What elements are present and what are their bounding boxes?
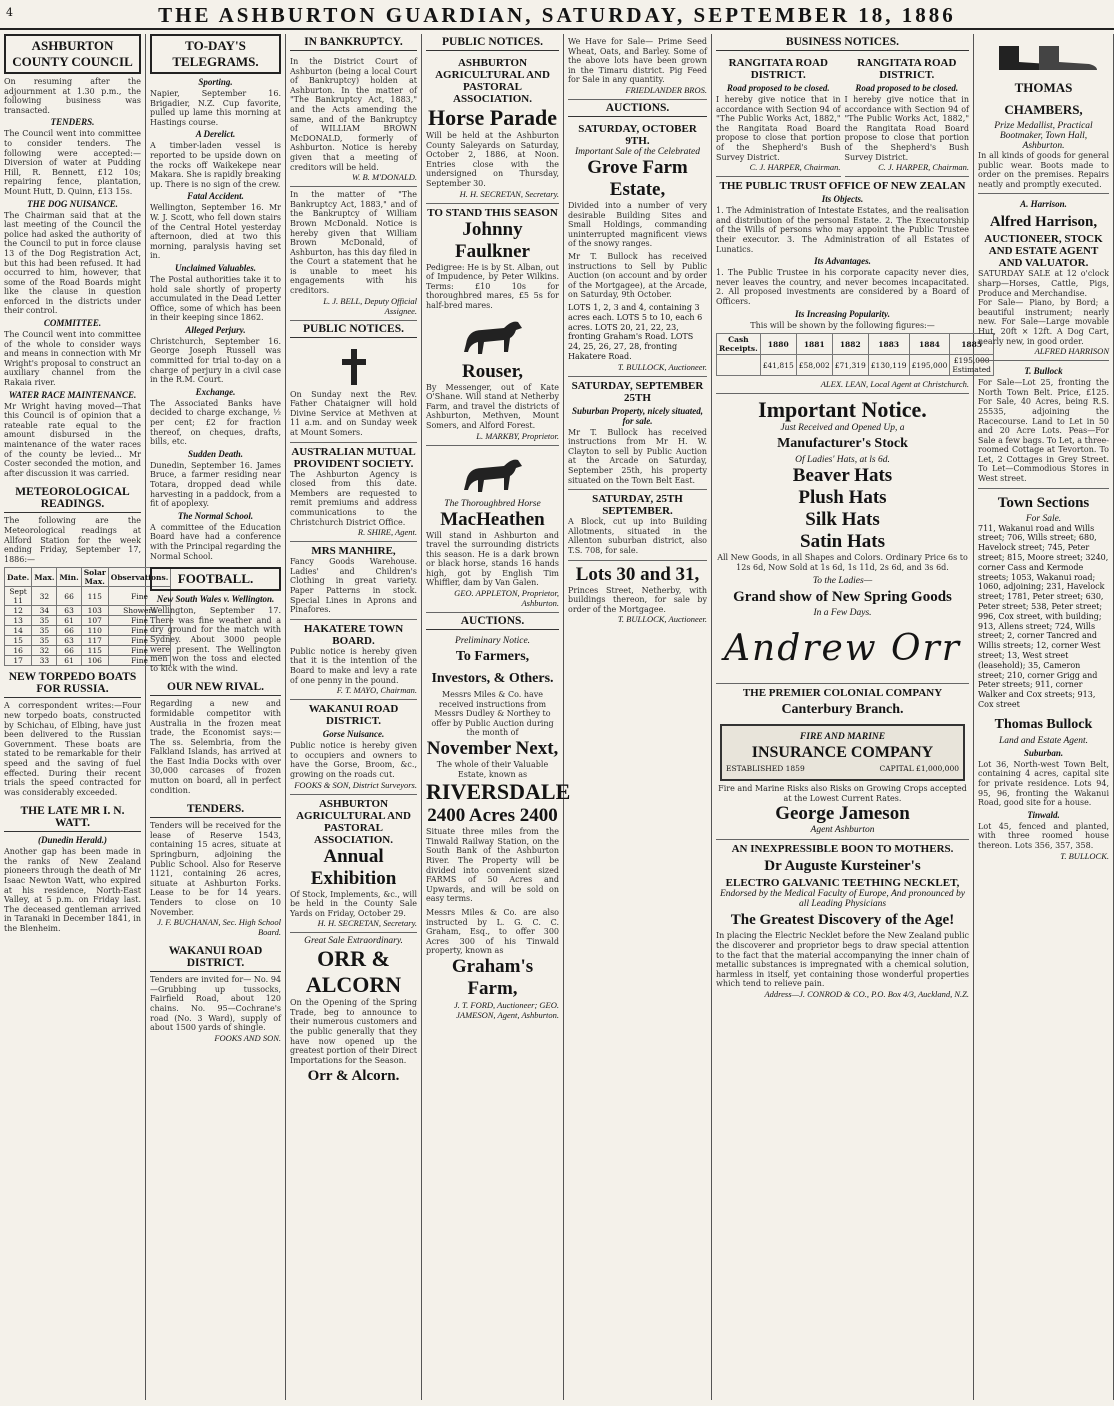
rangitata-notice-2 — [845, 54, 970, 177]
receipts-value: £130,119 — [868, 355, 909, 376]
bullock-signature: T. BULLOCK. — [1060, 850, 1109, 861]
greatest-discovery: The Greatest Discovery of the Age! — [730, 912, 955, 929]
met-cell: 34 — [32, 606, 57, 616]
parade-title: Horse Parade — [428, 105, 557, 130]
hat-beaver: Beaver Hats — [792, 465, 893, 487]
watt-text: Another gap has been made in the ranks of New Zealand pioneers through the death of Mr Isaac Newton Watt, who expired at his residence, North-East Valley, at 5 p.m. on Friday last. The deceased gentleman arrived in Taranaki in December 1841, in the Blenheim. — [4, 847, 141, 934]
bankruptcy-1-text: In the District Court of Ashburton (being a local Court of Bankruptcy) holden at Ashburton. In the matter of "The Bankruptcy Act, 1883," and the Acts amending the same, and of the Bankruptcy of WILLIAM BROWN McDONALD, formerly of Ashburton. Notice is hereby given that a meeting of creditors will be held. — [290, 57, 417, 172]
column-3 — [286, 34, 422, 1400]
orr-alcorn-ad — [290, 933, 417, 1091]
riversdale-text: Situate three miles from the Tinwald Railway Station, on the South Bank of the Ashburton River. The Property will be divided into convenient sized FARMS of 50 Acres and Upwards, and will be sold on easy terms. — [426, 827, 559, 904]
auctions-heading-2: AUCTIONS. — [568, 100, 707, 117]
football-heading: FOOTBALL. — [150, 567, 281, 591]
column-6 — [712, 34, 991, 1400]
met-cell: 12 — [5, 606, 32, 616]
dog-heading: THE DOG NUISANCE. — [27, 198, 118, 209]
receipts-header: Cash Receipts. — [717, 334, 761, 355]
met-col-header: Min. — [57, 568, 81, 587]
farmers-title: To Farmers, Investors, & Others. — [431, 649, 554, 687]
council-intro: On resuming after the adjournment at 1.30 p.m., the following business was transacted. — [4, 77, 141, 115]
andrew-orr-signature: Andrew Orr — [724, 628, 961, 670]
rangitata1-text: I hereby give notice that in accordance with Section 94 of "The Public Works Act, 1882," the Rangitata Road Board propose to close that portion of the Shepherd's Bush Survey District. — [716, 95, 841, 162]
town-sections-title: Town Sections — [997, 494, 1090, 511]
manhire-text: Fancy Goods Warehouse. Ladies' and Children's Clothing in great variety. Paper Patterns in stock. Special Lines in Aprons and Pinafores. — [290, 557, 417, 615]
allenton-text: A Block, cut up into Building Allotments, situated in the Allenton suburban district, also T.S. 708, for sale. — [568, 517, 707, 556]
receipts-header: 1885 — [950, 334, 994, 355]
manufacturers-stock: Manufacturer's Stock — [777, 436, 908, 452]
water-heading: WATER RACE MAINTENANCE. — [8, 389, 137, 400]
business-notices-heading: BUSINESS NOTICES. — [716, 34, 969, 51]
orr-text: On the Opening of the Spring Trade, beg to announce to their numerous customers and the public generally that they have now opened up the greatest portion of their Direct Importations for the Season. — [290, 998, 417, 1065]
bankruptcy-heading: IN BANKRUPTCY. — [290, 34, 417, 51]
masthead — [0, 0, 1114, 30]
bullock-heading: T. Bullock — [1024, 366, 1063, 377]
met-cell: 32 — [32, 646, 57, 656]
harrison-role: AUCTIONEER, STOCK AND ESTATE AGENT AND VALUATOR. — [984, 233, 1103, 270]
macheathen-title: MacHeathen — [440, 508, 545, 530]
hats-note: All New Goods, in all Shapes and Colors. Ordinary Price 6s to 12s 6d, Now Sold at 1s 6d, 1s 11d, 2s 6d, and 3s 6d. — [717, 553, 968, 572]
column-4 — [422, 34, 571, 1400]
exhibition-heading: ASHBURTON AGRICULTURAL AND PASTORAL ASSOCIATION. — [296, 797, 411, 846]
receipts-header: 1883 — [868, 334, 909, 355]
hakatere-heading: HAKATERE TOWN BOARD. — [303, 622, 404, 647]
derelict-text: A timber-laden vessel is reported to be upside down on the rocks off Waikekepe near Makara. She is rapidly breaking up. There is no sign of the crew. — [150, 141, 281, 189]
met-cell: 66 — [57, 587, 81, 606]
rouser-text: By Messenger, out of Kate O'Shane. Will stand at Netherby Farm, and travel the districts of Ashburton, Methven, Mount Somers, and Alford Forest. — [426, 382, 559, 430]
met-cell: Fine — [108, 587, 171, 606]
orr-sub: Great Sale Extraordinary. — [304, 936, 403, 947]
column-1 — [0, 34, 169, 1400]
chambers-ad — [978, 34, 1109, 194]
stand-heading: TO STAND THIS SEASON — [427, 206, 558, 219]
football-text: Wellington, September 17. There was fine weather and a dry ground for the match with Sydney. About 3000 people were present. The Wellington men won the toss and elected to kick with the wind. — [150, 606, 281, 673]
bankruptcy-2-signature: L. J. BELL, Deputy Official Assignee. — [323, 295, 417, 316]
valuable-text: The whole of their Valuable Estate, known as — [436, 760, 549, 779]
faulkner-title: Johnny Faulkner — [455, 218, 530, 262]
town-sections-ad — [978, 489, 1109, 865]
insurance-company-label: INSURANCE COMPANY — [751, 744, 934, 762]
met-cell: 106 — [81, 656, 108, 666]
harrison-forsale: For Sale— Piano, by Bord; a beautiful instrument; nearly new. For Sale—Large movable Hut, 20ft × 12ft. A Dog Cart, nearly new, in good order. — [978, 298, 1109, 346]
riversdale-ad — [426, 633, 571, 1024]
church-notice — [290, 341, 417, 443]
exhibition-notice — [290, 795, 417, 934]
grove-sub: Important Sale of the Celebrated — [574, 146, 701, 157]
receipts-value: £71,319 — [832, 355, 868, 376]
wakanui-signature: FOOKS AND SON. — [214, 1032, 281, 1043]
watt-heading: THE LATE MR I. N. WATT. — [4, 803, 141, 832]
graham-signature: J. T. FORD, Auctioneer; GEO. JAMESON, Agent, Ashburton. — [454, 999, 559, 1020]
hat-silk: Silk Hats — [805, 509, 880, 531]
rangitata2-signature: C. J. HARPER, Chairman. — [878, 162, 969, 173]
harrison-title: Alfred Harrison, — [989, 214, 1098, 231]
ladies-line: To the Ladies— — [812, 576, 873, 587]
met-cell: 115 — [81, 587, 108, 606]
rival-heading: OUR NEW RIVAL. — [150, 679, 281, 696]
exhibition-text: Of Stock, Implements, &c., will be held in the County Sale Yards on Friday, October 29. — [290, 889, 417, 918]
rangitata2-sub: Road proposed to be closed. — [855, 83, 959, 93]
page-number: 4 — [6, 6, 13, 19]
chambers-text: In all kinds of goods for general public wear. Boots made to order on the premises. Repairs neatly and promptly executed. — [978, 151, 1109, 189]
met-cell: 63 — [57, 636, 81, 646]
perjury-heading: Alleged Perjury. — [185, 324, 246, 335]
harrison-saturday: SATURDAY SALE at 12 o'clock sharp—Horses, Cattle, Pigs, Produce and Merchandise. — [978, 269, 1109, 298]
grove-farm-ad — [568, 120, 707, 377]
met-cell: Fine — [108, 626, 171, 636]
premier-heading: THE PREMIER COLONIAL COMPANY — [742, 687, 943, 700]
met-cell: 33 — [32, 656, 57, 666]
sat25-text: Mr T. Bullock has received instructions from Mr H. W. Clayton to sell by Public Auction at the Arcade on Saturday, September 25th, his property situated on the Town Belt East. — [568, 427, 707, 485]
hat-satin: Satin Hats — [800, 531, 885, 553]
advantages-text: 1. The Public Trustee in his corporate capacity never dies, never leaves the country, and never becomes incapacitated. 2. All proposed investments are considered by a Board of Officers. — [716, 268, 969, 306]
dog-text: The Chairman said that at the last meeting of the Council the police had asked the authority of the Council to put in force clause 13 of the Dog Registration Act, but this had been refused. It had occurred to him, however, that some of the Road Boards might like the clause in question enforced in the districts under their control. — [4, 210, 141, 316]
rangitata-notice-1 — [716, 54, 841, 177]
committee-text: The Council went into committee of the whole to consider ways and means in connection with Mr Wright's proposal to construct an auxiliary channel from the Rakaia river. — [4, 330, 141, 388]
met-intro: The following are the Meteorological readings at Allford Station for the week ending Friday, September 17, 1886:— — [4, 516, 141, 564]
rangitata2-heading: RANGITATA ROAD DISTRICT. — [857, 57, 957, 81]
met-cell: 14 — [5, 626, 32, 636]
insurance-banner — [720, 724, 965, 781]
suburban-ad — [568, 377, 707, 491]
grove-bullock-text: Mr T. Bullock has received instructions to Sell by Public Auction (on account and by order of the Mortgagee), at the Arcade, on Saturday, 9th October. — [568, 251, 707, 300]
harrison-ad — [978, 194, 1109, 361]
exhibition-signature: H. H. SECRETAN, Secretary. — [317, 918, 417, 929]
rangitata1-sub: Road proposed to be closed. — [726, 83, 830, 93]
unclaimed-heading: Unclaimed Valuables. — [174, 262, 256, 273]
necklet-sub: ELECTRO GALVANIC TEETHING NECKLET, — [725, 877, 960, 890]
met-cell: 61 — [57, 656, 81, 666]
gorse-text: Public notice is hereby given to occupiers and owners to have the Gorse, Broom, &c., growing on the roads cut. — [290, 741, 417, 779]
insurance-text: Fire and Marine Risks also Risks on Growing Crops accepted at the Lowest Current Rates. — [718, 784, 967, 803]
tenders2-text: Tenders will be received for the lease of Reserve 1543, containing 15 acres, situate at Springburn, adjoining the Public School. Also for Reserve 1121, containing 26 acres, situate at Ashburton Forks. Lease to be for 14 years. Tenders to close on 10 November. — [150, 821, 281, 917]
orr-signature: Orr & Alcorn. — [307, 1068, 400, 1085]
receipts-value: £41,815 — [760, 355, 796, 376]
rival-text: Regarding a new and formidable competitor with Australia in the frozen meat trade, the Economist says:— The ss. Selembria, from the Falkland Islands, has arrived at the East India Docks with over 30,000 carcases of frozen mutton on board, all in perfect condition. — [150, 699, 281, 795]
princes-ad — [568, 561, 707, 629]
met-cell: Fine — [108, 656, 171, 666]
receipts-value: £195,000 — [909, 355, 950, 376]
sat25-sub: Suburban Property, nicely situated, for sale. — [572, 405, 703, 426]
wheat-signature: FRIEDLANDER BROS. — [625, 84, 707, 95]
perjury-text: Christchurch, September 16. George Joseph Russell was committed for trial to-day on a charge of perjury in a civil case in the R.M. Court. — [150, 336, 281, 385]
boot-icon — [989, 40, 1099, 74]
capital-label: CAPITAL £1,000,000 — [879, 764, 959, 774]
column-2 — [146, 34, 286, 1400]
hakatere-notice — [290, 620, 417, 700]
amp-signature: R. SHIRE, Agent. — [357, 527, 417, 538]
hat-plush: Plush Hats — [798, 487, 887, 509]
wakanui-heading: WAKANUI ROAD DISTRICT. — [150, 943, 281, 972]
macheathen-text: Will stand in Ashburton and travel the surrounding districts this season. He is a dark brown or black horse, stands 16 hands high, got by English Tim Whiffler, dam by Van Galen. — [426, 530, 559, 588]
exchange-text: The Associated Banks have decided to charge exchange, ½ per cent; £2 for fraction thereof, on cheques, drafts, bills, etc. — [150, 398, 281, 447]
met-cell: 103 — [81, 606, 108, 616]
bankruptcy-notice-1 — [290, 54, 417, 187]
riversdale-title: RIVERSDALE — [426, 779, 571, 805]
horse-parade-notice — [426, 54, 559, 204]
met-cell: 110 — [81, 626, 108, 636]
receipts-header: 1880 — [760, 334, 796, 355]
grove-signature: T. BULLOCK, Auctioneer. — [617, 361, 707, 372]
town-sections-sub: For Sale. — [1025, 513, 1062, 524]
bankruptcy-2-text: In the matter of "The Bankruptcy Act, 1883," and of the Bankruptcy of William Brown McDonald. Notice is hereby given that William Brown McDonald, of Ashburton, has this day filed in the Court a statement that he is unable to meet his engagements with his creditors. — [290, 190, 417, 296]
tinwald-text: Lot 45, fenced and planted, with three roomed house thereon. Lots 356, 357, 358. — [978, 821, 1109, 850]
public-trust-ad — [716, 177, 991, 394]
trust-heading: THE PUBLIC TRUST OFFICE OF NEW ZEALAN — [719, 180, 966, 193]
chambers-sub: Prize Medallist, Practical Bootmaker, Town Hall, Ashburton. — [994, 121, 1093, 151]
sat25b-heading: SATURDAY, 25TH SEPTEMBER. — [592, 493, 683, 518]
receipts-table — [716, 333, 994, 376]
jameson-title: George Jameson — [775, 803, 910, 825]
insurance-footer — [726, 764, 959, 773]
tinwald-heading: Tinwald. — [1027, 809, 1060, 820]
met-cell: Fine — [108, 636, 171, 646]
county-council-heading: ASHBURTON COUNTY COUNCIL — [4, 34, 141, 74]
met-cell: 32 — [32, 587, 57, 606]
graham-text: Messrs Miles & Co. are also instructed by L. G. C. C. Graham, Esq., to offer 300 Acres 300 of his Tinwald property, known as — [426, 907, 559, 956]
trust-signature: ALEX. LEAN, Local Agent at Christchurch. — [820, 379, 969, 390]
met-col-header: Solar Max. — [81, 568, 108, 587]
tenders-heading: TENDERS. — [50, 117, 95, 128]
macheathen-sub: The Thoroughbred Horse — [444, 498, 541, 509]
met-cell: 15 — [5, 636, 32, 646]
established-label: ESTABLISHED 1859 — [726, 764, 805, 774]
wheat-ad — [568, 34, 707, 100]
suburban-heading: Suburban. — [1023, 747, 1064, 758]
boon-heading: AN INEXPRESSIBLE BOON TO MOTHERS. — [731, 843, 954, 856]
exhibition-title: Annual Exhibition — [310, 845, 397, 889]
faulkner-ad — [426, 204, 559, 446]
rangitata1-signature: C. J. HARPER, Chairman. — [749, 162, 841, 173]
sat25-heading: SATURDAY, SEPTEMBER 25TH — [571, 379, 704, 404]
amp-text: The Ashburton Agency is closed from this date. Members are requested to remit premiums and address communications to the Christchurch District Office. — [290, 469, 417, 527]
popularity-sub: This will be shown by the following figures:— — [750, 320, 935, 330]
popularity-heading: Its Increasing Popularity. — [795, 308, 890, 319]
few-days: In a Few Days. — [813, 608, 872, 619]
met-col-header: Max. — [32, 568, 57, 587]
newspaper-title: THE ASHBURTON GUARDIAN, SATURDAY, SEPTEMBER 18, 1886 — [158, 3, 956, 27]
fatal-heading: Fatal Accident. — [187, 191, 244, 202]
necklet-signature: Address—J. CONROD & CO., P.O. Box 4/3, Auckland, N.Z. — [764, 989, 969, 1000]
princes-title: Lots 30 and 31, — [575, 563, 700, 585]
met-cell: 66 — [57, 626, 81, 636]
met-cell: 13 — [5, 616, 32, 626]
receipts-header: 1882 — [832, 334, 868, 355]
parade-text: Will be held at the Ashburton County Saleyards on Saturday, October 2, 1886, at Noon. Entries close with the undersigned on Thursday, September 30. — [426, 131, 559, 188]
receipts-value: £58,002 — [796, 355, 832, 376]
normal-heading: The Normal School. — [177, 510, 254, 521]
preliminary-notice: Preliminary Notice. — [454, 636, 531, 647]
rangitata1-heading: RANGITATA ROAD DISTRICT. — [728, 57, 828, 81]
met-cell: 117 — [81, 636, 108, 646]
cross-icon — [334, 347, 374, 387]
bankruptcy-notice-2 — [290, 187, 417, 321]
princes-signature: T. BULLOCK, Auctioneer. — [617, 614, 707, 625]
hakatere-text: Public notice is hereby given that it is the intention of the Board to make and levy a rate of one penny in the pound. — [290, 646, 417, 685]
met-cell: Fine — [108, 646, 171, 656]
rangitata2-text: I hereby give notice that in accordance with Section 94 of "The Public Works Act, 1882," the Rangitata Road Board propose to close that portion of the Shepherd's Bush Survey District. — [844, 95, 969, 162]
committee-heading: COMMITTEE. — [43, 318, 102, 329]
torpedo-heading: NEW TORPEDO BOATS FOR RUSSIA. — [4, 669, 141, 698]
met-cell: 16 — [5, 646, 32, 656]
football-sub: New South Wales v. Wellington. — [156, 594, 275, 605]
met-cell: 66 — [57, 646, 81, 656]
horse-icon-2 — [458, 452, 528, 496]
parade-signature: H. H. SECRETAN, Secretary. — [459, 188, 559, 199]
grove-date: SATURDAY, OCTOBER 9TH. — [578, 122, 697, 147]
telegrams-heading: TO-DAY'S TELEGRAMS. — [150, 34, 281, 74]
manhire-heading: MRS MANHIRE, — [311, 545, 396, 558]
met-cell: Sept 11 — [5, 587, 32, 606]
hats-ad — [716, 394, 969, 684]
grove-lots: LOTS 1, 2, 3 and 4, containing 3 acres each. LOTS 5 to 10, each 6 acres. LOTS 20, 21, 22, 23, fronting Graham's Road. LOTS 24, 25, 26, 27, 28, fronting Hakatere Road. — [568, 302, 703, 361]
death-text: Dunedin, September 16. James Bruce, a farmer residing near Totara, dropped dead while harvesting in a paddock, from a fit of apoplexy. — [150, 460, 281, 509]
endorsed-line: Endorsed by the Medical Faculty of Europe, And pronounced by all Leading Physicians — [719, 889, 965, 910]
auctions-heading: AUCTIONS. — [426, 613, 559, 630]
receipts-header: 1881 — [796, 334, 832, 355]
public-notices-heading: PUBLIC NOTICES. — [290, 321, 417, 338]
column-7 — [974, 34, 1114, 1400]
town-sections-list: 711, Wakanui road and Wills street; 706, Wills street; 680, Havelock street; 745, Peter street; 815, Moore street; 3240, corner Cass and Kermode streets; 1053, Wakanui road; 1060, adjoining; 231, Havelock street; 1781, Peter street; 630, Peter street; 538, Peter street; 996, Cox street, with building; 913, Allens street; 724, Wills street; 2, corner Tancred and Willis streets; 12, corner West street; 13, West street (leasehold); 35, Cameron street; 210, corner Grigg and Peter streets; 911, corner Walker and Cox streets; 913, Cox street — [978, 523, 1109, 709]
kursteiner-title: Dr Auguste Kursteiner's — [764, 858, 921, 875]
gorse-notice — [290, 700, 417, 794]
harrison-signature: ALFRED HARRISON — [1034, 346, 1109, 357]
met-cell: Showers — [108, 606, 171, 616]
normal-text: A committee of the Education Board have had a conference with the Principal regarding the Normal School. — [150, 522, 281, 561]
manhire-ad — [290, 542, 417, 620]
thomas-bullock-sub: Land and Estate Agent. — [998, 735, 1089, 746]
chambers-title: THOMAS CHAMBERS, — [1004, 80, 1083, 117]
thomas-bullock-title: Thomas Bullock — [994, 716, 1093, 732]
princes-text: Princes Street, Netherby, with buildings thereon, for sale by order of the Mortgagee. — [568, 585, 707, 614]
met-cell: 107 — [81, 616, 108, 626]
just-received: Just Received and Opened Up, a — [780, 423, 905, 434]
tenders2-signature: J. F. BUCHANAN, Sec. High School Board. — [157, 917, 281, 938]
canterbury-branch: Canterbury Branch. — [781, 702, 904, 718]
tenders2-heading: TENDERS. — [150, 801, 281, 818]
receipts-value — [717, 355, 761, 376]
harrison-sub: A. Harrison. — [1020, 199, 1067, 210]
allenton-ad — [568, 490, 707, 560]
horse-icon — [458, 314, 528, 358]
orr-title: ORR & ALCORN — [305, 946, 402, 998]
met-cell: 17 — [5, 656, 32, 666]
met-col-header: Date. — [5, 568, 32, 587]
met-cell: Fine — [108, 616, 171, 626]
hakatere-signature: F. T. MAYO, Chairman. — [336, 685, 417, 696]
receipts-value: £195,000 Estimated — [950, 355, 994, 376]
sporting-heading: Sporting. — [198, 77, 233, 87]
acres-title: 2400 Acres 2400 — [427, 805, 558, 827]
jameson-sub: Agent Ashburton — [810, 825, 875, 836]
parade-heading: ASHBURTON AGRICULTURAL AND PASTORAL ASSOCIATION. — [435, 57, 550, 105]
fatal-text: Wellington, September 16. Mr W. J. Scott, who fell down stairs of the Central Hotel yesterday afternoon, died at two this morning, paralysis having set in. — [150, 203, 281, 261]
fire-marine-label: FIRE AND MARINE — [799, 732, 886, 743]
wakanui-text: Tenders are invited for— No. 94—Grubbing up tussocks, Fairfield Road, about 120 chains. No. 95—Cochrane's road (No. 3 Ward), supply of about 1500 yards of shingle. — [150, 975, 281, 1033]
necklet-ad — [716, 840, 969, 1003]
bullock-ads — [978, 361, 1109, 489]
met-cell: 63 — [57, 606, 81, 616]
manufacturers-sub: Of Ladies' Hats, at ls 6d. — [795, 455, 890, 466]
macheathen-ad — [426, 446, 559, 614]
sporting-text: Napier, September 16. Brigadier, N.Z. Cup favorite, pulled up lame this morning at Hastings course. — [150, 89, 281, 127]
public-notices-heading-2: PUBLIC NOTICES. — [426, 34, 559, 51]
gorse-sub: Gorse Nuisance. — [322, 729, 385, 740]
trust-text: 1. The Administration of Intestate Estates, and the realisation and distribution of the personal Estate. 2. The Executorship of the Wills of persons who may appoint the Public Trustee their executor. 3. The Administration of all Estates of Lunatics. — [716, 206, 969, 254]
water-text: Mr Wright having moved—That this Council is of opinion that a rateable rate equal to the amount disbursed in the maintenance of the water races of the county be levied... Mr Coster seconded the motion, and after discussion it was carried. — [4, 401, 141, 478]
met-col-header: Observations. — [108, 568, 171, 587]
column-5 — [564, 34, 712, 1400]
exchange-heading: Exchange. — [195, 386, 236, 397]
amp-heading: AUSTRALIAN MUTUAL PROVIDENT SOCIETY. — [291, 445, 416, 470]
faulkner-text: Pedigree: He is by St. Alban, out of Impudence, by Peter Wilkins. Terms: £10 10s for thoroughbred mares, £5 5s for half-bred mares. — [426, 262, 559, 310]
met-cell: 35 — [32, 636, 57, 646]
church-text: On Sunday next the Rev. Father Chataigner will hold Divine Service at Methven at 11 a.m. and on Sunday week at Mount Somers. — [290, 389, 417, 438]
grand-show: Grand show of New Spring Goods — [733, 589, 952, 606]
amp-notice — [290, 443, 417, 543]
graham-title: Graham's Farm, — [451, 955, 534, 999]
grove-text: Divided into a number of very desirable Building Sites and Small Holdings, commanding uninterrupted magnificent views of the snowy ranges. — [568, 200, 707, 249]
torpedo-text: A correspondent writes:—Four new torpedo boats, constructed by Schichau, of Elbing, have just been delivered to the Russian Government. These boats are stated to be remarkable for their speed and the saving of fuel effected. During their recent trials the speed contracted for was considerably exceeded. — [4, 701, 141, 797]
watt-source: (Dunedin Herald.) — [37, 835, 107, 846]
receipts-header: 1884 — [909, 334, 950, 355]
rouser-title: Rouser, — [461, 360, 524, 382]
met-cell: 35 — [32, 616, 57, 626]
important-notice-title: Important Notice. — [758, 397, 927, 423]
gorse-signature: FOOKS & SON, District Surveyors. — [294, 779, 417, 790]
wheat-text: We Have for Sale— Prime Seed Wheat, Oats, and Barley. Some of the above lots have been grown in the Timaru district. Pig Feed for Sale in any quantity. — [568, 37, 707, 85]
unclaimed-text: The Postal authorities take it to hold sale shortly of property accumulated in the Dead Letter Office, some of which has been in their keeping since 1862. — [150, 274, 281, 323]
rangitata-notices — [716, 54, 969, 177]
macheathen-signature: GEO. APPLETON, Proprietor, Ashburton. — [454, 588, 559, 609]
death-heading: Sudden Death. — [187, 448, 243, 459]
suburban-text: Lot 36, North-west Town Belt, containing 4 acres, capital site for private residence. Lots 94, 95, 96, fronting the Wakanui Road, good site for a house. — [978, 759, 1109, 808]
met-cell: 61 — [57, 616, 81, 626]
bullock-ads-text: For Sale—Lot 25, fronting the North Town Belt. Price, £125. For Sale, 40 Acres, being R.S. 25535, adjoining the Racecourse. Land to Let in 50 and 20 Acre Lots. Peas—For Sale a few bags. To Let, a three-roomed Cottage at Tevorton. To Let, 2 Cottages in Grey Street. To Let—Commodious Stores in West street. — [978, 378, 1109, 484]
miles-text: Messrs Miles & Co. have received instructions from Messrs Dudley & Northey to offer by Public Auction during the month of — [431, 690, 554, 738]
bankruptcy-1-signature: W. B. M'DONALD. — [351, 172, 417, 183]
derelict-heading: A Derelict. — [195, 129, 236, 140]
advantages-heading: Its Advantages. — [814, 256, 871, 267]
trust-sub: Its Objects. — [821, 194, 864, 205]
grove-title: Grove Farm Estate, — [587, 156, 688, 200]
necklet-text: In placing the Electric Necklet before the New Zealand public the discoverer and proprietor begs to draw special attention to the fact that the material accompanying the inner chain of metallic substances is impregnated with a chemical solution, harmless in itself, yet containing those wonderful properties which tend to relieve pain. — [716, 931, 969, 989]
meteorological-heading: METEOROLOGICAL READINGS. — [4, 484, 141, 513]
met-cell: 35 — [32, 626, 57, 636]
gorse-heading: WAKANUI ROAD DISTRICT. — [308, 703, 399, 728]
november-title: November Next, — [426, 738, 559, 760]
insurance-ad — [716, 684, 969, 840]
tenders-text: The Council went into committee to consider tenders. The following were accepted:—Diversion of water at Pudding Hill, R. Bennett, £12 10s; repairing fence, plantation, Mount Hutt, D. Quinn, £13 15s. — [4, 129, 141, 196]
met-cell: 115 — [81, 646, 108, 656]
rouser-signature: L. MARKBY, Proprietor. — [476, 430, 559, 441]
